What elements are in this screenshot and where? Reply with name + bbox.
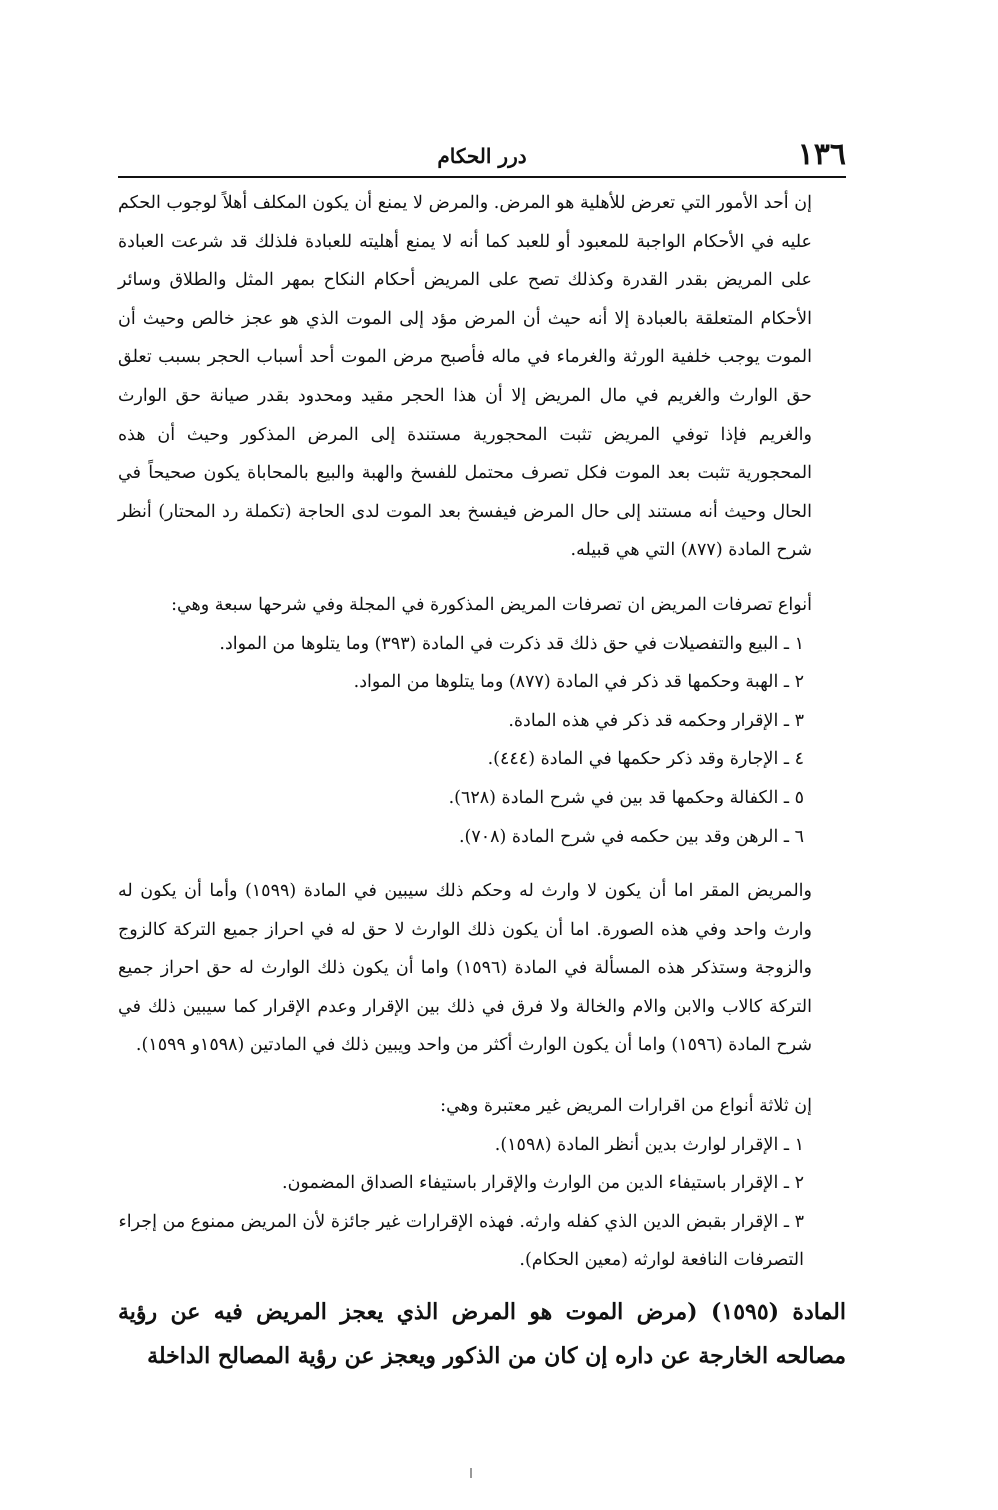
article-1595: المادة (١٥٩٥) (مرض الموت هو المرض الذي يعجز المريض فيه عن رؤية مصالحه الخارجة عن داره إن كان من الذكور ويعجز عن رؤية المصالح الداخلة — [118, 1299, 846, 1370]
list-item: ٤ ـ الإجارة وقد ذكر حكمها في المادة (٤٤٤). — [487, 749, 804, 770]
page-header — [118, 138, 846, 174]
list-item: ٣ ـ الإقرار وحكمه قد ذكر في هذه المادة. — [508, 710, 804, 731]
header-rule — [118, 176, 846, 178]
running-title: درر الحكام — [437, 144, 527, 168]
list-item: ١ ـ الإقرار لوارث بدين أنظر المادة (١٥٩٨). — [494, 1134, 804, 1155]
scan-mark — [470, 1468, 472, 1478]
list-item: ٦ ـ الرهن وقد بين حكمه في شرح المادة (٧٠٨). — [458, 826, 804, 847]
paragraph-invalid-acknowledgments-intro: إن ثلاثة أنواع من اقرارات المريض غير معتبرة وهي: — [440, 1096, 812, 1117]
list-item: ١ ـ البيع والتفصيلات في حق ذلك قد ذكرت في المادة (٣٩٣) وما يتلوها من المواد. — [219, 633, 804, 654]
paragraph-illness-capacity: إن أحد الأمور التي تعرض للأهلية هو المرض. والمرض لا يمنع أن يكون المكلف أهلاً لوجوب الحكم عليه في الأحكام الواجبة للمعبود أو للعبد كما أنه لا يمنع أهليته للعبادة فلذلك قد شرعت العبادة على المريض بقدر القدرة وكذلك تصح على المريض أحكام النكاح بمهر المثل والطلاق وسائر الأحكام المتعلقة بالعبادة إلا أنه حيث أن المرض مؤد إلى الموت الذي هو عجز خالص وحيث أن الموت يوجب خلفية الورثة والغرماء في ماله فأصبح مرض الموت أحد أسباب الحجر بسبب تعلق حق الوارث والغريم في مال المريض إلا أن هذا الحجر مقيد ومحدود بقدر صيانة حق الوارث والغريم فإذا توفي المريض تثبت المحجورية مستندة إلى المرض المذكور وحيث أن هذه المحجورية تثبت بعد الموت فكل تصرف محتمل للفسخ والهبة والبيع بالمحاباة يكون صحيحاً في الحال وحيث أنه مستند إلى حال المرض فيفسخ بعد الموت لدى الحاجة (تكملة رد المحتار) أنظر شرح المادة (٨٧٧) التي هي قبيله. — [118, 193, 812, 561]
paragraph-acknowledging-patient: والمريض المقر اما أن يكون لا وارث له وحكم ذلك سيبين في المادة (١٥٩٩) وأما أن يكون له وارث واحد وفي هذه الصورة. اما أن يكون ذلك الوارث لا حق له في احراز جميع التركة كالزوج والزوجة وستذكر هذه المسألة في المادة (١٥٩٦) واما أن يكون ذلك الوارث له حق احراز جميع التركة كالاب والابن والام والخالة ولا فرق في ذلك بين الإقرار وعدم الإقرار كما سيبين ذلك في شرح المادة (١٥٩٦) واما أن يكون الوارث أكثر من واحد ويبين ذلك في المادتين (١٥٩٨و ١٥٩٩). — [118, 881, 812, 1056]
list-item: ٢ ـ الهبة وحكمها قد ذكر في المادة (٨٧٧) وما يتلوها من المواد. — [353, 672, 804, 693]
body-text — [118, 184, 846, 1378]
page-number: ١٣٦ — [797, 137, 846, 172]
list-item: ٢ ـ الإقرار باستيفاء الدين من الوارث والإقرار باستيفاء الصداق المضمون. — [282, 1173, 804, 1194]
list-item: ٥ ـ الكفالة وحكمها قد بين في شرح المادة (٦٢٨). — [448, 787, 804, 808]
paragraph-types-intro: أنواع تصرفات المريض ان تصرفات المريض المذكورة في المجلة وفي شرحها سبعة وهي: — [171, 594, 812, 615]
list-item: ٣ ـ الإقرار بقبض الدين الذي كفله وارثه. فهذه الإقرارات غير جائزة لأن المريض ممنوع من إجراء التصرفات النافعة لوارثه (معين الحكام). — [118, 1211, 804, 1271]
